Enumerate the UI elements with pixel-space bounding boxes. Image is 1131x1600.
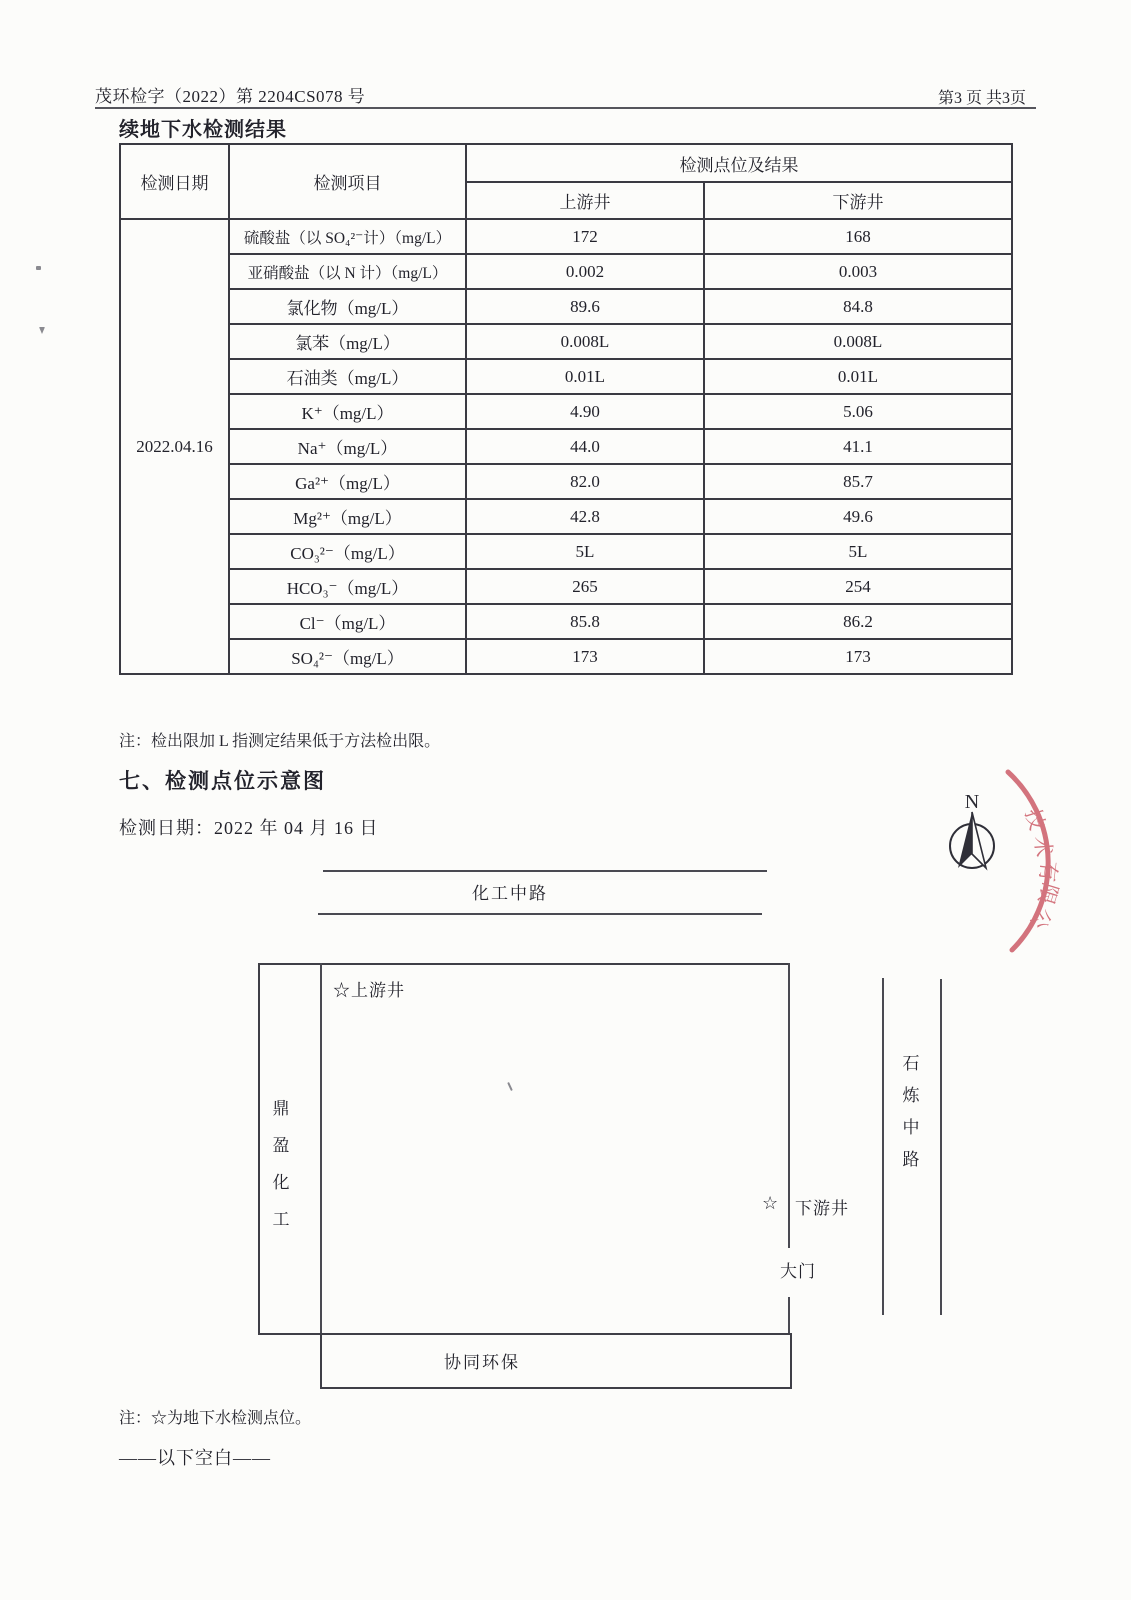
- table-row: [120, 254, 1012, 289]
- left-block-char: 鼎: [272, 1099, 290, 1118]
- item-cell: 石油类（mg/L）: [229, 359, 466, 394]
- road-top-lower-line: [318, 913, 762, 915]
- upstream-value: 82.0: [466, 464, 704, 499]
- table-row: [120, 359, 1012, 394]
- table-row: [120, 394, 1012, 429]
- diagram-footnote: 注：☆为地下水检测点位。: [119, 1410, 312, 1427]
- table-row: [120, 324, 1012, 359]
- item-cell: 氯化物（mg/L）: [229, 289, 466, 324]
- gate-label: 大门: [780, 1262, 816, 1281]
- table-row: [120, 569, 1012, 604]
- table-header-row: [120, 144, 1012, 182]
- test-date-line: 检测日期：2022 年 04 月 16 日: [119, 818, 379, 838]
- left-block-label: [266, 1100, 296, 1228]
- item-cell: Na⁺（mg/L）: [229, 429, 466, 464]
- upstream-value: 265: [466, 569, 704, 604]
- downstream-value: 85.7: [704, 464, 1012, 499]
- results-table: [119, 143, 1011, 675]
- scan-artifact: [36, 266, 41, 270]
- road-right-char: 路: [902, 1150, 920, 1169]
- road-right-label: [896, 1055, 926, 1168]
- road-top-label: 化工中路: [472, 884, 548, 903]
- upstream-value: 42.8: [466, 499, 704, 534]
- item-cell: Cl⁻（mg/L）: [229, 604, 466, 639]
- downstream-value: 168: [704, 219, 1012, 254]
- stamp-char: 技: [1020, 805, 1050, 834]
- item-cell: Mg²⁺（mg/L）: [229, 499, 466, 534]
- item-cell: HCO₃⁻（mg/L）: [229, 569, 466, 604]
- left-block-char: 化: [272, 1173, 290, 1192]
- compound-right-edge-lower: [788, 1297, 790, 1333]
- downstream-value: 173: [704, 639, 1012, 674]
- item-cell: 亚硝酸盐（以 N 计）（mg/L）: [229, 254, 466, 289]
- road-right-left-line: [882, 978, 884, 1315]
- left-block-char: 工: [272, 1210, 290, 1229]
- downstream-value: 49.6: [704, 499, 1012, 534]
- downstream-well-label: 下游井: [795, 1199, 849, 1218]
- upstream-well-label: ☆上游井: [333, 981, 405, 1000]
- road-right-char: 炼: [902, 1086, 920, 1105]
- date-cell: 2022.04.16: [120, 219, 229, 674]
- road-right-right-line: [940, 979, 942, 1315]
- end-of-report-note: ——以下空白——: [119, 1448, 271, 1468]
- upstream-value: 0.01L: [466, 359, 704, 394]
- table-row: [120, 604, 1012, 639]
- left-block-char: 盈: [272, 1136, 290, 1155]
- downstream-value: 0.003: [704, 254, 1012, 289]
- page-indicator: 第3 页 共3页: [938, 90, 1027, 107]
- downstream-value: 0.01L: [704, 359, 1012, 394]
- bottom-block-label: 协同环保: [444, 1353, 520, 1372]
- header-rule: [95, 107, 1036, 109]
- col-header-item: 检测项目: [229, 144, 466, 219]
- table-footnote: 注：检出限加 L 指测定结果低于方法检出限。: [119, 733, 441, 750]
- scan-artifact: [39, 327, 45, 334]
- stamp-char: 公: [1025, 903, 1057, 933]
- item-cell: 硫酸盐（以 SO₄²⁻计）（mg/L）: [229, 219, 466, 254]
- downstream-value: 86.2: [704, 604, 1012, 639]
- company-stamp: [985, 755, 1131, 985]
- bottom-block-outline: [320, 1333, 792, 1389]
- downstream-value: 41.1: [704, 429, 1012, 464]
- table-row: [120, 464, 1012, 499]
- col-header-date: 检测日期: [120, 144, 229, 219]
- compound-right-edge-upper: [788, 963, 790, 1248]
- upstream-value: 172: [466, 219, 704, 254]
- col-header-upstream: 上游井: [466, 182, 704, 219]
- upstream-value: 0.008L: [466, 324, 704, 359]
- factory-compound-outline: [258, 963, 790, 1335]
- stamp-char: 限: [1033, 880, 1063, 908]
- item-cell: 氯苯（mg/L）: [229, 324, 466, 359]
- downstream-well-star: ☆: [762, 1193, 779, 1213]
- col-header-downstream: 下游井: [704, 182, 1012, 219]
- table-title: 续地下水检测结果: [119, 119, 287, 141]
- downstream-value: 5L: [704, 534, 1012, 569]
- road-top-upper-line: [323, 870, 767, 872]
- item-cell: Ga²⁺（mg/L）: [229, 464, 466, 499]
- document-number: 茂环检字（2022）第 2204CS078 号: [95, 87, 366, 106]
- upstream-value: 44.0: [466, 429, 704, 464]
- item-cell: CO₃²⁻（mg/L）: [229, 534, 466, 569]
- compass-n-label: N: [964, 791, 980, 813]
- item-cell: K⁺（mg/L）: [229, 394, 466, 429]
- road-right-char: 中: [902, 1118, 920, 1137]
- upstream-value: 4.90: [466, 394, 704, 429]
- item-cell: SO₄²⁻（mg/L）: [229, 639, 466, 674]
- upstream-value: 5L: [466, 534, 704, 569]
- compound-inner-divider: [320, 963, 322, 1387]
- table-row: [120, 219, 1012, 254]
- table-row: [120, 534, 1012, 569]
- table-row: [120, 499, 1012, 534]
- downstream-value: 5.06: [704, 394, 1012, 429]
- section7-title: 七、检测点位示意图: [119, 769, 326, 793]
- upstream-value: 173: [466, 639, 704, 674]
- table-row: [120, 429, 1012, 464]
- upstream-value: 0.002: [466, 254, 704, 289]
- table-row: [120, 639, 1012, 674]
- road-right-char: 石: [902, 1054, 920, 1073]
- upstream-value: 89.6: [466, 289, 704, 324]
- table-row: [120, 289, 1012, 324]
- col-header-group: 检测点位及结果: [466, 144, 1012, 182]
- upstream-value: 85.8: [466, 604, 704, 639]
- stamp-char: 有: [1034, 859, 1062, 884]
- stamp-char: 术: [1030, 835, 1056, 859]
- downstream-value: 0.008L: [704, 324, 1012, 359]
- downstream-value: 254: [704, 569, 1012, 604]
- downstream-value: 84.8: [704, 289, 1012, 324]
